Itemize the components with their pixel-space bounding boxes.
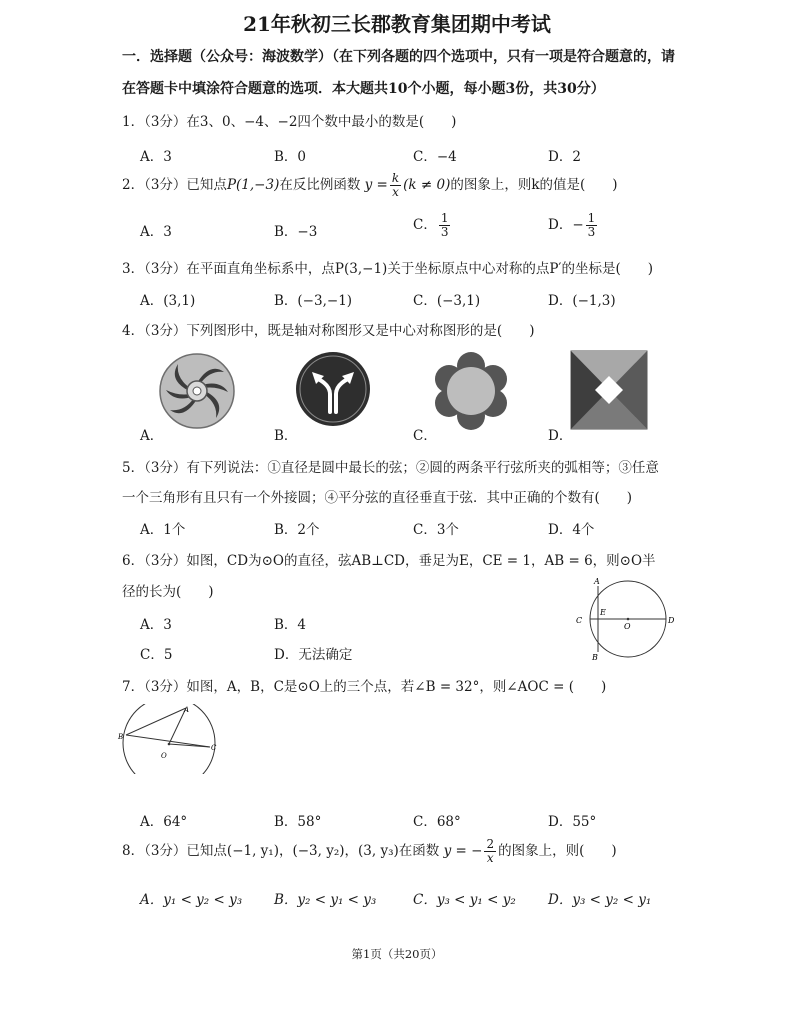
question-1-option-a[interactable]: A．3 bbox=[140, 149, 172, 165]
question-8-stem-pre: 8．（3分）已知点(−1, y₁)，(−3, y₂)，(3, y₃)在函数 bbox=[122, 843, 440, 859]
question-2-func-lhs: y = bbox=[364, 177, 388, 193]
question-1-stem: 1．（3分）在3、0、−4、−2四个数中最小的数是( ) bbox=[122, 114, 457, 130]
question-8-stem-post: 的图象上，则( ) bbox=[498, 843, 617, 859]
question-2-option-d[interactable] bbox=[548, 212, 599, 239]
question-2-option-c-label: C． bbox=[413, 217, 437, 233]
question-8-stem bbox=[122, 838, 617, 865]
question-2-option-c-numerator: 1 bbox=[440, 211, 449, 225]
question-5-option-b[interactable]: B．2个 bbox=[274, 522, 320, 538]
figure-q6-label-b: B bbox=[592, 653, 598, 662]
question-5-option-c[interactable]: C．3个 bbox=[413, 522, 459, 538]
question-3-option-b[interactable]: B．(−3,−1) bbox=[274, 293, 353, 309]
question-2-option-d-numerator: 1 bbox=[587, 211, 596, 225]
figure-q6-label-c: C bbox=[576, 616, 583, 625]
question-2-func-denominator: x bbox=[392, 185, 399, 199]
figure-q7-label-c: C bbox=[211, 744, 217, 752]
question-5-stem-line1: 5．（3分）有下列说法：①直径是圆中最长的弦；②圆的两条平行弦所夹的弧相等；③任意 bbox=[122, 460, 659, 476]
figure-q6-label-o: O bbox=[624, 622, 631, 631]
question-2-stem-pre: 2．（3分）已知点 bbox=[122, 177, 227, 193]
question-2-option-d-denominator: 3 bbox=[587, 225, 596, 239]
question-4-option-a[interactable]: A． bbox=[140, 428, 164, 444]
question-6-option-c[interactable]: C．5 bbox=[140, 647, 173, 663]
question-4-stem: 4．（3分）下列图形中，既是轴对称图形又是中心对称图形的是( ) bbox=[122, 323, 535, 339]
question-2-func-fraction bbox=[390, 172, 401, 199]
question-2-func-condition: (k ≠ 0) bbox=[403, 177, 451, 193]
question-2-option-a[interactable]: A．3 bbox=[140, 224, 172, 240]
figure-q6-circle bbox=[572, 576, 678, 662]
question-2-option-d-fraction bbox=[586, 212, 598, 239]
question-8-func-numerator: 2 bbox=[486, 837, 495, 851]
figure-q6-label-e: E bbox=[600, 608, 606, 617]
question-8-func-denominator: x bbox=[486, 851, 494, 865]
question-2-stem bbox=[122, 172, 618, 199]
question-6-option-d[interactable]: D．无法确定 bbox=[274, 647, 353, 663]
question-4-option-c[interactable]: C． bbox=[413, 428, 437, 444]
question-3-option-c[interactable]: C．(−3,1) bbox=[413, 293, 481, 309]
question-6-option-b[interactable]: B．4 bbox=[274, 617, 307, 633]
figure-q6-label-a: A bbox=[594, 577, 600, 586]
section-heading-line1: 一．选择题（公众号：海波数学）（在下列各题的四个选项中，只有一项是符合题意的，请 bbox=[122, 49, 675, 65]
figure-q7-label-b: B bbox=[118, 733, 124, 741]
question-2-option-b[interactable]: B．−3 bbox=[274, 224, 318, 240]
question-7-option-b[interactable]: B．58° bbox=[274, 814, 322, 830]
question-6-stem-line1: 6．（3分）如图，CD为⊙O的直径，弦AB⊥CD，垂足为E，CE = 1，AB = 6，则⊙O半 bbox=[122, 553, 656, 569]
figure-q7-label-a: A bbox=[184, 706, 190, 714]
section-heading-line2: 在答题卡中填涂符合题意的选项．本大题共10个小题，每小题3份，共30分） bbox=[122, 81, 605, 97]
question-2-option-c[interactable] bbox=[413, 212, 452, 239]
question-2-option-d-label: D．− bbox=[548, 217, 584, 233]
question-2-option-c-denominator: 3 bbox=[440, 225, 449, 239]
question-5-option-d[interactable]: D．4个 bbox=[548, 522, 595, 538]
question-7-option-c[interactable]: C．68° bbox=[413, 814, 461, 830]
question-7-option-d[interactable]: D．55° bbox=[548, 814, 597, 830]
question-5-stem-line2: 一个三角形有且只有一个外接圆；④平分弦的直径垂直于弦．其中正确的个数有( ) bbox=[122, 490, 633, 506]
figure-a-blade-wheel bbox=[158, 352, 236, 430]
question-1-option-d[interactable]: D．2 bbox=[548, 149, 581, 165]
question-4-option-d[interactable]: D． bbox=[548, 428, 573, 444]
question-4-option-b[interactable]: B． bbox=[274, 428, 298, 444]
question-2-stem-post: 的图象上，则k的值是( ) bbox=[450, 177, 618, 193]
page-footer: 第1页（共20页） bbox=[351, 947, 443, 961]
question-5-option-a[interactable]: A．1个 bbox=[140, 522, 186, 538]
question-6-option-a[interactable]: A．3 bbox=[140, 617, 172, 633]
question-1-option-c[interactable]: C．−4 bbox=[413, 149, 457, 165]
question-8-func-lhs: y = − bbox=[443, 843, 483, 859]
question-8-option-d[interactable]: D．y₃ < y₂ < y₁ bbox=[548, 892, 652, 908]
question-2-stem-mid: 在反比例函数 bbox=[279, 177, 361, 193]
question-2-point: P(1,−3) bbox=[226, 177, 280, 193]
question-2-option-c-fraction bbox=[439, 212, 451, 239]
question-6-stem-line2: 径的长为( ) bbox=[122, 584, 214, 600]
question-8-option-b[interactable]: B．y₂ < y₁ < y₃ bbox=[274, 892, 377, 908]
question-7-stem: 7．（3分）如图，A，B，C是⊙O上的三个点，若∠B = 32°，则∠AOC = ( ) bbox=[122, 679, 607, 695]
exam-title: 21年秋初三长郡教育集团期中考试 bbox=[243, 12, 551, 36]
question-3-option-a[interactable]: A．(3,1) bbox=[140, 293, 196, 309]
figure-c-flower bbox=[432, 352, 510, 430]
question-1-option-b[interactable]: B．0 bbox=[274, 149, 307, 165]
figure-d-square-pinwheel bbox=[570, 350, 648, 430]
question-8-option-a[interactable]: A．y₁ < y₂ < y₃ bbox=[140, 892, 243, 908]
question-2-func-numerator: k bbox=[391, 171, 400, 185]
figure-b-road-sign bbox=[294, 350, 372, 428]
figure-q7-circle bbox=[116, 704, 226, 774]
question-3-option-d[interactable]: D．(−1,3) bbox=[548, 293, 616, 309]
question-3-stem: 3．（3分）在平面直角坐标系中，点P(3,−1)关于坐标原点中心对称的点P′的坐标是( ) bbox=[122, 261, 654, 277]
figure-q7-label-o: O bbox=[161, 752, 167, 760]
figure-q6-label-d: D bbox=[668, 616, 675, 625]
question-7-option-a[interactable]: A．64° bbox=[140, 814, 188, 830]
question-8-option-c[interactable]: C．y₃ < y₁ < y₂ bbox=[413, 892, 516, 908]
question-8-func-fraction bbox=[484, 838, 496, 865]
